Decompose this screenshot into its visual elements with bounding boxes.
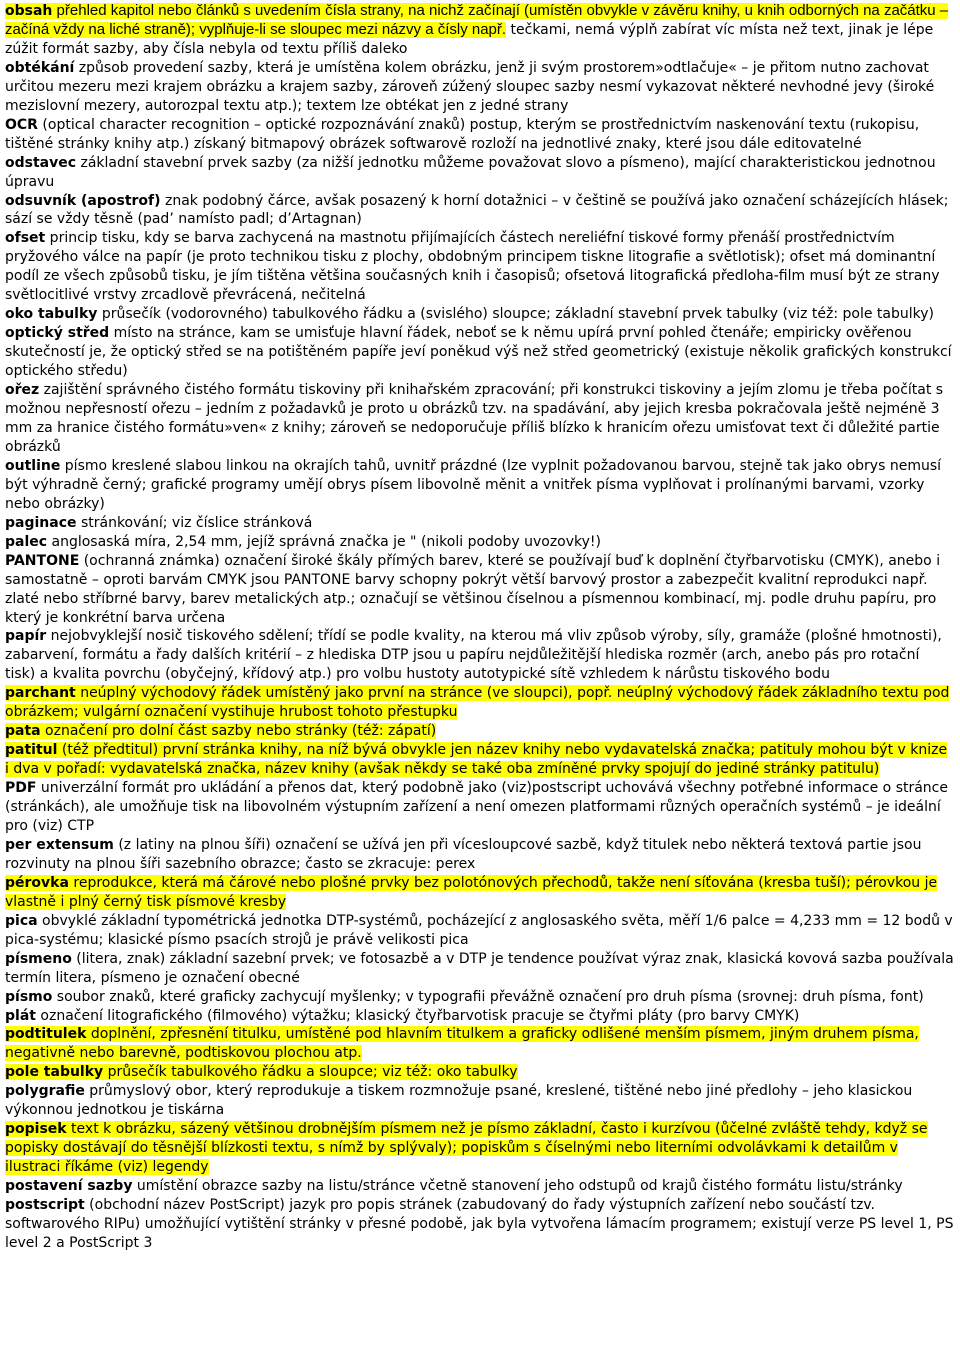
entry-pica (5, 912, 954, 950)
entry-paginace (5, 514, 954, 533)
entry-definition: (obchodní název PostScript) jazyk pro popis stránek (zabudovaný do řady výstupních zařízení nebo součástí tzv. softwarového RIPu) umožňující vytištění stránky v přesné podobě, jak byla vytvořena lámacím programem; existují verze PS level 1, PS level 2 a PostScript 3 (5, 1197, 954, 1251)
entry-term: ořez (5, 382, 40, 399)
entry-definition: základní stavební prvek sazby (za nižší jednotku můžeme považovat slovo a písmeno), mající charakteristickou jednotnou úpravu (5, 154, 936, 190)
entry-definition: průsečík tabulkového řádku a sloupce; viz též: oko tabulky (103, 1064, 518, 1081)
entry-term: podtitulek (5, 1026, 87, 1043)
entry-per-extensum (5, 836, 954, 874)
entry-odsuvnik (5, 192, 954, 230)
entry-palec (5, 533, 954, 552)
entry-term: ofset (5, 230, 46, 247)
entry-patitul (5, 741, 954, 779)
entry-postaveni-sazby (5, 1177, 954, 1196)
entry-term: odstavec (5, 154, 77, 171)
entry-definition: reprodukce, která má čárové nebo plošné prvky bez polotónových přechodů, takže není síťována (kresba tuší); pérovkou je vlastně i plný černý tisk písmové kresby (5, 874, 938, 910)
entry-term: outline (5, 457, 61, 474)
entry-polygrafie (5, 1082, 954, 1120)
entry-definition: umístění obrazce sazby na listu/stránce včetně stanovení jeho odstupů od krajů čistého formátu listu/stránky (132, 1178, 903, 1195)
entry-term: polygrafie (5, 1083, 85, 1100)
entry-pantone (5, 552, 954, 628)
entry-definition: nejobvyklejší nosič tiskového sdělení; třídí se podle kvality, na kterou má vliv způsob výroby, síly, gramáže (plošné hmotnosti), zabarvení, formátu a řady dalších kritérií – z hlediska DTP jsou u papíru nejdůležitější hlediska rozměr (arch, anebo pás pro rotační tisk) a kvalita povrchu (obyčejný, křídový atp.) pro volbu hustoty autotypické sítě vzhledem k nárůstu tiskového bodu (5, 628, 942, 683)
entry-term: postavení sazby (5, 1178, 133, 1195)
entry-orez (5, 381, 954, 457)
entry-perovka (5, 874, 954, 912)
entry-term: písmeno (5, 950, 72, 967)
entry-definition: označení litografického (filmového) výtažku; klasický čtyřbarvotisk pracuje se čtyřmi pláty (pro barvy CMYK) (35, 1007, 800, 1024)
entry-outline (5, 457, 954, 514)
entry-definition: doplnění, zpřesnění titulku, umístěné pod hlavním titulkem a graficky odlišené menším písmem, jiným druhem písma, negativně nebo barevně, podtiskovou plochou atp. (5, 1026, 919, 1062)
entry-ocr (5, 116, 954, 154)
entry-term: parchant (5, 685, 76, 702)
entry-term: patitul (5, 742, 58, 759)
entry-definition: univerzální formát pro ukládání a přenos dat, který podobně jako (viz)postscript uchovává všechny potřebné informace o stránce (stránkách), ale umožňuje tisk na libovolném výstupním zařízení a není omezen platformami různých operačních systémů – je ideální pro (viz) CTP (5, 780, 948, 834)
entry-term: postscript (5, 1197, 85, 1214)
entry-term: palec (5, 533, 48, 550)
entry-definition: zajištění správného čistého formátu tiskoviny při knihařském zpracování; při konstrukci tiskoviny a jejím zlomu je třeba počítat s možnou nepřesností ořezu – jedním z požadavků je proto u obrázků tzv. na spadávání, aby jejich kresba pokračovala ještě nejméně 3 mm za hranice čistého formátu»ven« z knihy; zároveň se nedoporučuje příliš blízko k hranicím ořezu umisťovat text či důležité partie obrázků (5, 382, 944, 455)
entry-term: obsah (5, 3, 53, 19)
entry-pismo (5, 988, 954, 1007)
entry-term: OCR (5, 116, 38, 133)
entry-definition: místo na stránce, kam se umisťuje hlavní řádek, neboť se k němu upírá první pohled čtenáře; empiricky ověřenou skutečností je, že optický střed se na potištěném papíře jeví poněkud výš než střed geometrický (existuje několik grafických konstrukcí optického středu) (5, 325, 952, 380)
entry-term: odsuvník (apostrof) (5, 192, 161, 209)
entry-term: paginace (5, 514, 77, 531)
entry-term: oko tabulky (5, 306, 98, 323)
entry-opticky-stred (5, 324, 954, 381)
entry-term: pica (5, 912, 38, 929)
entry-term: písmo (5, 988, 53, 1005)
entry-definition: (ochranná známka) označení široké škály přímých barev, které se používají buď k doplnění čtyřbarvotisku (CMYK), anebo i samostatně – oproti barvám CMYK jsou PANTONE barvy schopny pokrýt větší barvový prostor a zabezpečit kvalitní reprodukci např. zlaté nebo stříbrné barvy, barev metalických atp.; označují se většinou číselnou a písmennou kombinací, mj. podle druhu papíru, pro který je konkrétní barva určena (5, 552, 941, 626)
entry-popisek (5, 1120, 954, 1177)
entry-oko-tabulky (5, 305, 954, 324)
entry-definition: (též předtitul) první stránka knihy, na níž bývá obvykle jen název knihy nebo vydavatelská značka; patituly mohou být v knize i dva v pořadí: vydavatelská značka, název knihy (avšak někdy se také oba zmíněné prvky spojují do jediné stránky patitulu) (5, 742, 948, 778)
entry-definition: neúplný východový řádek umístěný jako první na stránce (ve sloupci), popř. neúplný východový řádek základního textu pod obrázkem; vulgární označení vystihuje hrubost tohoto přestupku (5, 685, 950, 721)
entry-term: popisek (5, 1121, 67, 1138)
entry-definition: písmo kreslené slabou linkou na okrajích tahů, uvnitř prázdné (lze vyplnit požadovanou barvou, stejně tak jako obrys nemusí být výhradně černý; grafické programy umějí obrys písem libovolně měnit a vnitřek písma vyplňovat i prolínanými barvami, vzorky nebo obrázky) (5, 457, 942, 512)
entry-plat (5, 1007, 954, 1026)
entry-pismeno (5, 950, 954, 988)
entry-definition: text k obrázku, sázený většinou drobnějším písmem než je písmo základní, často i kurzívou (ůčelné zvláště tehdy, když se popisky dostávají do těsnější blízkosti textu, s nímž by splývaly); popiskům s číselnými nebo literními odvolávkami k detailům v ilustraci říkáme (viz) legendy (5, 1121, 928, 1176)
entry-pdf (5, 779, 954, 836)
entry-definition: (litera, znak) základní sazební prvek; ve fotosazbě a v DTP je tendence používat výraz znak, klasická kovová sazba používala termín litera, písmeno je označení obecné (5, 950, 954, 986)
entry-papir (5, 627, 954, 684)
entry-term: plát (5, 1007, 36, 1024)
entry-definition: stránkování; viz číslice stránková (76, 514, 313, 531)
entry-term: pole tabulky (5, 1064, 104, 1081)
entry-pole-tabulky (5, 1063, 954, 1082)
entry-definition: soubor znaků, které graficky zachycují myšlenky; v typografii převážně označení pro druh písma (srovnej: druh písma, font) (52, 988, 924, 1005)
entry-parchant (5, 684, 954, 722)
entry-definition: přehled kapitol nebo článků s uvedením čísla strany, na nichž začínají (umístěn obvykle v závěru knihy, u knih odborných na začátku – začíná vždy na liché straně); vyplňuje-li se sloupec mezi názvy a čísly např. (5, 2, 949, 38)
entry-odstavec (5, 154, 954, 192)
entry-term: PDF (5, 780, 37, 797)
entry-term: optický střed (5, 325, 110, 342)
entry-definition: průmyslový obor, který reprodukuje a tiskem rozmnožuje psané, kreslené, tištěné nebo jiné předlohy – jeho klasickou výkonnou jednotkou je tiskárna (5, 1083, 913, 1119)
entry-term: pata (5, 723, 41, 740)
entry-definition: anglosaská míra, 2,54 mm, jejíž správná značka je " (nikoli podoby uvozovky!) (47, 533, 601, 550)
entry-definition: obvyklé základní typométrická jednotka DTP-systémů, pocházející z anglosaského světa, měří 1/6 palce = 4,233 mm = 12 bodů v pica-systému; klasické písmo psacích strojů je právě velikosti pica (5, 912, 953, 948)
entry-term: papír (5, 628, 47, 645)
entry-definition: princip tisku, kdy se barva zachycená na mastnotu přijímajících částech nereliéfní tiskové formy přenáší prostřednictvím pryžového válce na papír (je proto technikou tisku z plochy, obdobným principem tiskne litografie a světlotisk); ofset má dominantní podíl ze všech způsobů tisku, je jím tištěna většina současných knih i časopisů; ofsetová litografická předloha-film musí být ze strany světlocitlivé vrstvy zrcadlově převrácená, nečitelná (5, 230, 940, 304)
entry-term: obtékání (5, 59, 75, 76)
entry-ofset (5, 229, 954, 305)
entry-term: pérovka (5, 874, 69, 891)
entry-definition: označení pro dolní část sazby nebo stránky (též: zápatí) (40, 723, 437, 740)
entry-definition-tail: tečkami, nemá výplň zabírat víc místa než text, jinak je lépe zúžit formát sazby, aby čísla nebyla od textu příliš daleko (5, 21, 934, 57)
entry-definition: průsečík (vodorovného) tabulkového řádku a (svislého) sloupce; základní stavební prvek tabulky (viz též: pole tabulky) (97, 306, 934, 323)
entry-term: PANTONE (5, 552, 80, 569)
entry-obtekani (5, 59, 954, 116)
entry-definition: způsob provedení sazby, která je umístěna kolem obrázku, jenž ji svým prostorem»odtlačuje« – je přitom nutno zachovat určitou mezeru mezi krajem obrázku a krajem sazby, zároveň zúžený sloupec sazby nesmí vykazovat některé nevhodné jevy (široké mezislovní mezery, autorozpal textu atp.); textem lze obtékat jen z jedné strany (5, 59, 935, 114)
entry-pata (5, 722, 954, 741)
entry-podtitulek (5, 1025, 954, 1063)
entry-postscript (5, 1196, 954, 1253)
entry-obsah (5, 2, 954, 59)
entry-term: per extensum (5, 836, 114, 853)
entry-definition: (z latiny na plnou šíři) označení se užívá jen při vícesloupcové sazbě, když titulek nebo některá textová partie jsou rozvinuty na plnou šíři sazebního obrazce; často se zkracuje: perex (5, 836, 922, 872)
entry-definition: (optical character recognition – optické rozpoznávání znaků) postup, kterým se prostřednictvím naskenování textu (rukopisu, tištěné stránky knihy atp.) získaný bitmapový obrázek softwarově rozloží na jednotlivé znaky, které jsou dále editovatelné (5, 116, 920, 152)
entry-definition: znak podobný čárce, avšak posazený k horní dotažnici – v češtině se používá jako označení scházejících hlásek; sází se vždy těsně (pad’ namísto padl; d’Artagnan) (5, 192, 949, 228)
